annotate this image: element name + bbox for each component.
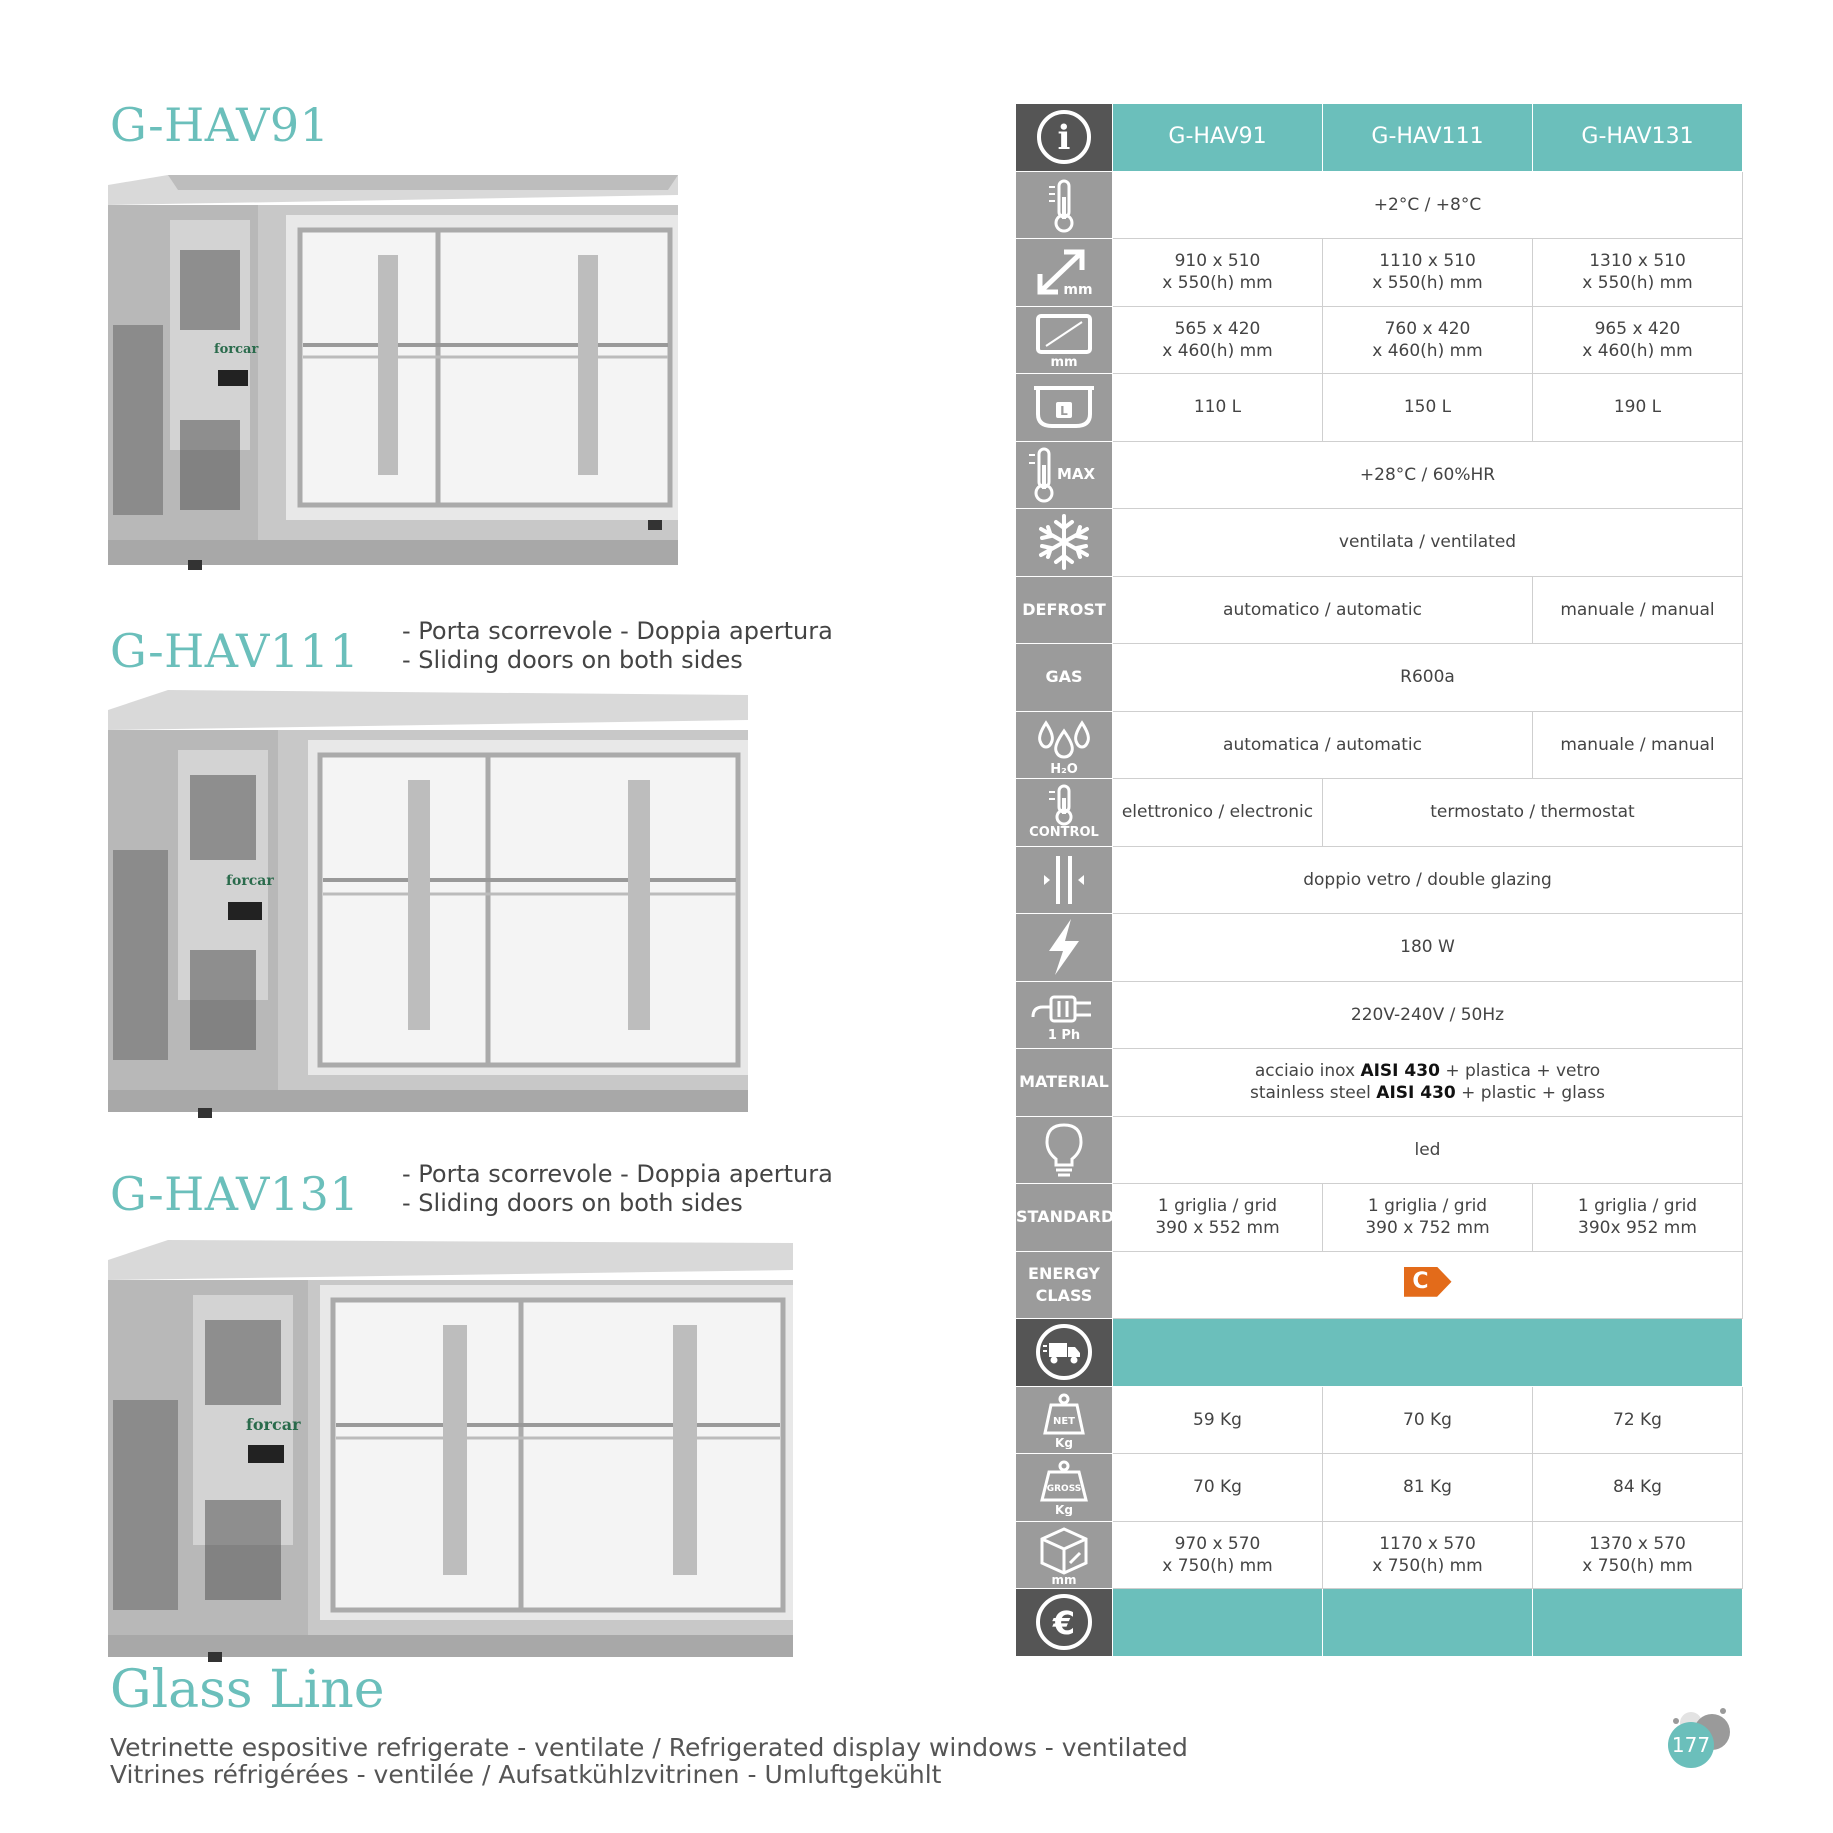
glazing-cell: doppio vetro / double glazing [1113,846,1743,914]
gross-weight-cell: 84 Kg [1533,1454,1743,1522]
header-model: G-HAV131 [1533,104,1743,172]
row-net-weight [1016,1386,1743,1454]
power-cell: 180 W [1113,914,1743,982]
energy-class-badge: C [1404,1267,1452,1297]
product-title: G-HAV91 [110,98,330,152]
packed-dimension-cell: 1170 x 570 x 750(h) mm [1323,1521,1533,1589]
standard-label: STANDARD [1016,1184,1113,1252]
phase-label: 1 Ph [1047,1027,1081,1043]
packed-dimension-cell: 1370 x 570 x 750(h) mm [1533,1521,1743,1589]
volume-cell: 190 L [1533,374,1743,442]
net-weight-icon [1016,1386,1113,1454]
defrost-cell: automatico / automatic [1113,576,1533,644]
volume-cell: 150 L [1323,374,1533,442]
product-line-subtitle: Vetrinette espositive refrigerate - ventilate / Refrigerated display windows - ventilated [110,1733,1188,1762]
display-fridge-image [108,1240,793,1665]
gross-weight-cell: 81 Kg [1323,1454,1533,1522]
row-price [1016,1589,1743,1657]
page-decoration [1720,1708,1726,1714]
water-drops-icon [1016,711,1113,779]
voltage-cell: 220V-240V / 50Hz [1113,981,1743,1049]
gas-cell: R600a [1113,644,1743,712]
thermometer-icon [1016,171,1113,239]
spec-table [1015,103,1743,1657]
euro-icon [1016,1589,1113,1657]
svg-text:Kg: Kg [1055,1435,1073,1449]
external-dimension-cell: 1110 x 510 x 550(h) mm [1323,239,1533,307]
product-description: - Porta scorrevole - Doppia apertura - Sliding doors on both sides [402,617,833,674]
energy-class-cell [1113,1251,1743,1319]
price-cell [1533,1589,1743,1657]
external-dimensions-icon [1016,239,1113,307]
product-line-title: Glass Line [110,1660,385,1720]
material-cell: acciaio inox AISI 430 + plastica + vetro stainless steel AISI 430 + plastic + glass [1113,1049,1743,1117]
row-gas [1016,644,1743,712]
water-cell: manuale / manual [1533,711,1743,779]
internal-dimension-cell: 965 x 420 x 460(h) mm [1533,306,1743,374]
package-box-icon [1016,1521,1113,1589]
product-title: G-HAV111 [110,624,360,678]
plug-icon [1016,981,1113,1049]
row-packed-dimensions [1016,1521,1743,1589]
display-fridge-image [108,690,748,1120]
price-cell [1323,1589,1533,1657]
light-bulb-icon [1016,1116,1113,1184]
water-cell: automatica / automatic [1113,711,1533,779]
display-fridge-image [108,175,683,575]
row-volume [1016,374,1743,442]
row-material [1016,1049,1743,1117]
svg-text:mm: mm [1063,282,1093,299]
control-cell: elettronico / electronic [1113,779,1323,847]
volume-cell: 110 L [1113,374,1323,442]
row-water [1016,711,1743,779]
gross-weight-icon [1016,1454,1113,1522]
product-description: - Porta scorrevole - Doppia apertura - Sliding doors on both sides [402,1160,833,1217]
control-cell: termostato / thermostat [1323,779,1743,847]
gross-weight-cell: 70 Kg [1113,1454,1323,1522]
row-shipping-header [1016,1319,1743,1387]
header-row [1016,104,1743,172]
row-gross-weight [1016,1454,1743,1522]
shipping-header-cell [1113,1319,1743,1387]
external-dimension-cell: 1310 x 510 x 550(h) mm [1533,239,1743,307]
standard-cell: 1 griglia / grid 390 x 552 mm [1113,1184,1323,1252]
svg-text:i: i [1057,118,1071,159]
row-light [1016,1116,1743,1184]
control-thermometer-icon [1016,779,1113,847]
svg-text:mm: mm [1050,354,1078,368]
brand-logo: forcar [214,342,259,357]
cooling-cell: ventilata / ventilated [1113,509,1743,577]
internal-dimension-cell: 565 x 420 x 460(h) mm [1113,306,1323,374]
double-glazing-icon [1016,846,1113,914]
defrost-label: DEFROST [1016,576,1113,644]
control-label: CONTROL [1029,825,1099,841]
svg-text:Kg: Kg [1055,1503,1073,1517]
net-weight-cell: 70 Kg [1323,1386,1533,1454]
brand-logo: forcar [226,873,274,889]
energy-class-label: ENERGY CLASS [1016,1251,1113,1319]
svg-text:MAX: MAX [1056,464,1096,483]
svg-text:NET: NET [1052,1415,1076,1427]
row-control [1016,779,1743,847]
svg-text:H₂O: H₂O [1050,761,1078,775]
defrost-cell: manuale / manual [1533,576,1743,644]
internal-dimension-cell: 760 x 420 x 460(h) mm [1323,306,1533,374]
material-label: MATERIAL [1016,1049,1113,1117]
gas-label: GAS [1016,644,1113,712]
row-voltage [1016,981,1743,1049]
row-defrost [1016,576,1743,644]
delivery-truck-icon [1016,1319,1113,1387]
external-dimension-cell: 910 x 510 x 550(h) mm [1113,239,1323,307]
standard-cell: 1 griglia / grid 390x 952 mm [1533,1184,1743,1252]
svg-text:€: € [1052,1604,1076,1643]
page-decoration [1673,1718,1679,1724]
row-energy-class [1016,1251,1743,1319]
price-cell [1113,1589,1323,1657]
row-standard [1016,1184,1743,1252]
row-glazing [1016,846,1743,914]
row-temperature [1016,171,1743,239]
row-power [1016,914,1743,982]
max-ambient-temperature-icon [1016,441,1113,509]
row-cooling [1016,509,1743,577]
light-cell: led [1113,1116,1743,1184]
max-ambient-cell: +28°C / 60%HR [1113,441,1743,509]
lightning-icon [1016,914,1113,982]
info-icon [1016,104,1113,172]
internal-dimensions-icon [1016,306,1113,374]
product-line-subtitle: Vitrines réfrigérées - ventilée / Aufsatkühlzvitrinen - Umluftgekühlt [110,1760,942,1789]
svg-text:mm: mm [1051,1572,1077,1585]
packed-dimension-cell: 970 x 570 x 750(h) mm [1113,1521,1323,1589]
temperature-range: +2°C / +8°C [1113,171,1743,239]
standard-cell: 1 griglia / grid 390 x 752 mm [1323,1184,1533,1252]
net-weight-cell: 72 Kg [1533,1386,1743,1454]
header-model: G-HAV111 [1323,104,1533,172]
product-title: G-HAV131 [110,1167,360,1221]
row-internal-dimensions [1016,306,1743,374]
volume-icon [1016,374,1113,442]
snowflake-icon [1016,509,1113,577]
page-number: 177 [1668,1722,1714,1768]
svg-text:GROSS: GROSS [1046,1484,1082,1495]
row-external-dimensions [1016,239,1743,307]
header-model: G-HAV91 [1113,104,1323,172]
row-max-ambient [1016,441,1743,509]
net-weight-cell: 59 Kg [1113,1386,1323,1454]
brand-logo: forcar [246,1415,301,1434]
svg-text:L: L [1060,404,1068,419]
